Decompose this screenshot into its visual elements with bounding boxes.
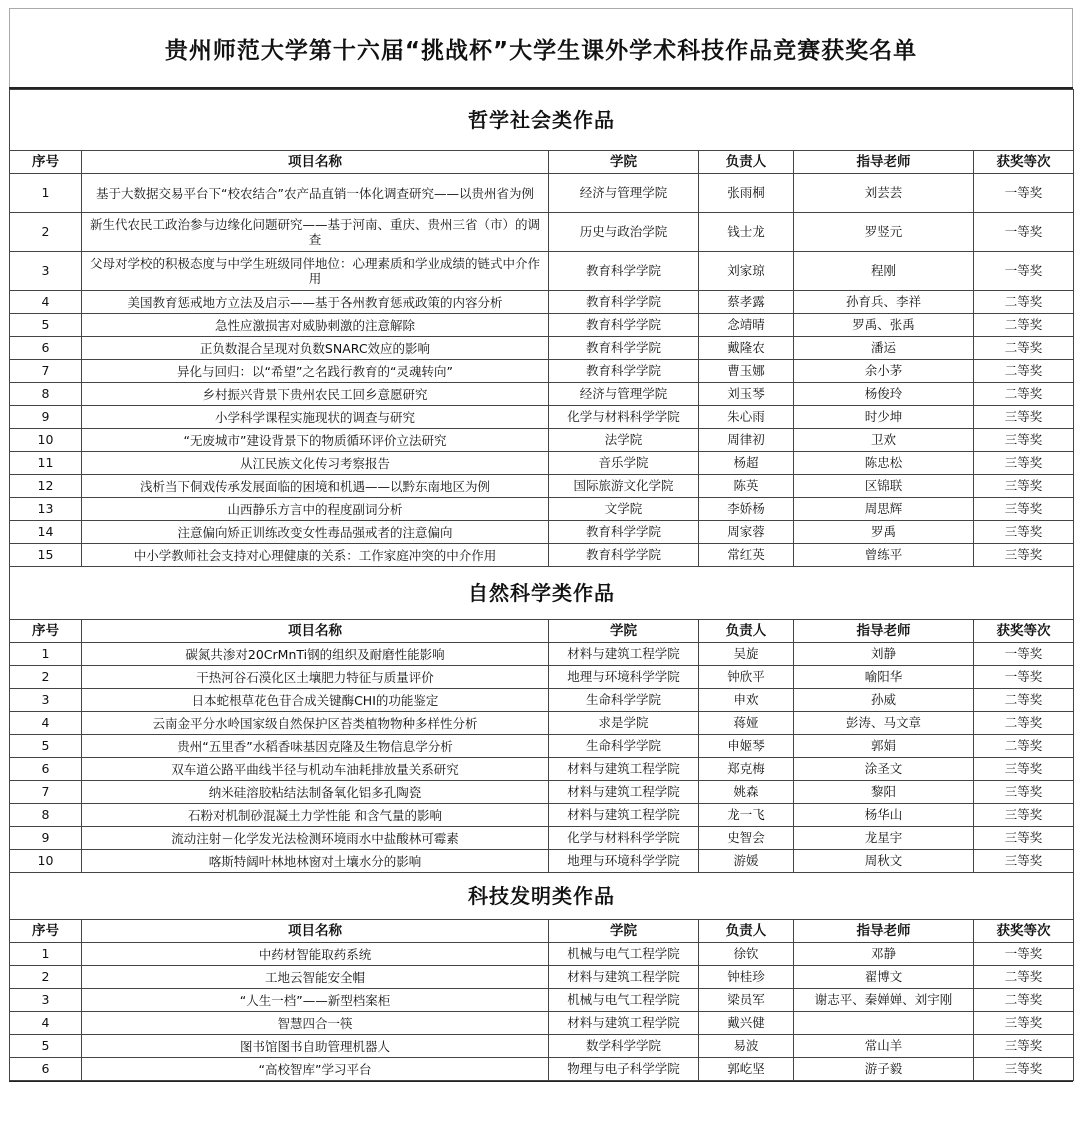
leader-name: 钟桂珍 xyxy=(699,966,794,989)
project-name: 智慧四合一筷 xyxy=(82,1012,549,1035)
college-name: 数学科学学院 xyxy=(549,1035,699,1058)
advisor-name: 罗禹 xyxy=(794,521,974,544)
table-row xyxy=(10,429,1074,452)
header-project-name: 项目名称 xyxy=(82,151,549,174)
row-number: 2 xyxy=(10,213,82,252)
table-row xyxy=(10,735,1074,758)
advisor-name: 刘芸芸 xyxy=(794,174,974,213)
header-award: 获奖等次 xyxy=(974,620,1074,643)
project-name: 云南金平分水岭国家级自然保护区苔类植物物种多样性分析 xyxy=(82,712,549,735)
leader-name: 李娇杨 xyxy=(699,498,794,521)
advisor-name: 陈忠松 xyxy=(794,452,974,475)
table-row xyxy=(10,827,1074,850)
header-project-name: 项目名称 xyxy=(82,620,549,643)
section-title-row xyxy=(10,567,1074,620)
row-number: 1 xyxy=(10,174,82,213)
row-number: 5 xyxy=(10,1035,82,1058)
table-header-row xyxy=(10,151,1074,174)
table-row xyxy=(10,712,1074,735)
project-name: 山西静乐方言中的程度副词分析 xyxy=(82,498,549,521)
table-row xyxy=(10,337,1074,360)
project-name: 基于大数据交易平台下“校农结合”农产品直销一体化调查研究——以贵州省为例 xyxy=(82,174,549,213)
college-name: 教育科学学院 xyxy=(549,291,699,314)
award-level: 三等奖 xyxy=(974,850,1074,873)
leader-name: 朱心雨 xyxy=(699,406,794,429)
project-name: 石粉对机制砂混凝土力学性能 和含气量的影响 xyxy=(82,804,549,827)
row-number: 11 xyxy=(10,452,82,475)
table-row xyxy=(10,781,1074,804)
leader-name: 姚森 xyxy=(699,781,794,804)
row-number: 2 xyxy=(10,666,82,689)
table-row xyxy=(10,689,1074,712)
college-name: 生命科学学院 xyxy=(549,689,699,712)
table-row xyxy=(10,360,1074,383)
project-name: “高校智库”学习平台 xyxy=(82,1058,549,1081)
table-row xyxy=(10,544,1074,567)
table-row xyxy=(10,213,1074,252)
college-name: 地理与环境科学学院 xyxy=(549,666,699,689)
advisor-name: 邓静 xyxy=(794,943,974,966)
header-number: 序号 xyxy=(10,620,82,643)
advisor-name: 刘静 xyxy=(794,643,974,666)
leader-name: 申欢 xyxy=(699,689,794,712)
award-level: 一等奖 xyxy=(974,213,1074,252)
project-name: 贵州“五里香”水稻香味基因克隆及生物信息学分析 xyxy=(82,735,549,758)
college-name: 音乐学院 xyxy=(549,452,699,475)
award-level: 三等奖 xyxy=(974,406,1074,429)
row-number: 10 xyxy=(10,429,82,452)
header-college: 学院 xyxy=(549,920,699,943)
advisor-name: 孙威 xyxy=(794,689,974,712)
college-name: 材料与建筑工程学院 xyxy=(549,758,699,781)
table-row xyxy=(10,1035,1074,1058)
project-name: 中药材智能取药系统 xyxy=(82,943,549,966)
leader-name: 钱士龙 xyxy=(699,213,794,252)
leader-name: 徐钦 xyxy=(699,943,794,966)
row-number: 10 xyxy=(10,850,82,873)
college-name: 法学院 xyxy=(549,429,699,452)
college-name: 历史与政治学院 xyxy=(549,213,699,252)
college-name: 机械与电气工程学院 xyxy=(549,943,699,966)
header-award: 获奖等次 xyxy=(974,920,1074,943)
row-number: 3 xyxy=(10,989,82,1012)
college-name: 经济与管理学院 xyxy=(549,383,699,406)
leader-name: 申姬琴 xyxy=(699,735,794,758)
header-advisor: 指导老师 xyxy=(794,620,974,643)
row-number: 5 xyxy=(10,735,82,758)
award-level: 二等奖 xyxy=(974,337,1074,360)
leader-name: 郭屹坚 xyxy=(699,1058,794,1081)
award-level: 二等奖 xyxy=(974,735,1074,758)
header-advisor: 指导老师 xyxy=(794,151,974,174)
header-leader: 负责人 xyxy=(699,151,794,174)
table-row xyxy=(10,383,1074,406)
college-name: 材料与建筑工程学院 xyxy=(549,643,699,666)
award-table xyxy=(9,89,1074,1081)
college-name: 经济与管理学院 xyxy=(549,174,699,213)
project-name: 中小学教师社会支持对心理健康的关系：工作家庭冲突的中介作用 xyxy=(82,544,549,567)
row-number: 4 xyxy=(10,291,82,314)
table-row xyxy=(10,1012,1074,1035)
leader-name: 游媛 xyxy=(699,850,794,873)
table-header-row xyxy=(10,620,1074,643)
college-name: 教育科学学院 xyxy=(549,360,699,383)
college-name: 生命科学学院 xyxy=(549,735,699,758)
project-name: 干热河谷石漠化区土壤肥力特征与质量评价 xyxy=(82,666,549,689)
award-level: 三等奖 xyxy=(974,1035,1074,1058)
college-name: 材料与建筑工程学院 xyxy=(549,966,699,989)
project-name: 浅析当下侗戏传承发展面临的困境和机遇——以黔东南地区为例 xyxy=(82,475,549,498)
advisor-name: 罗禹、张禹 xyxy=(794,314,974,337)
row-number: 2 xyxy=(10,966,82,989)
row-number: 6 xyxy=(10,1058,82,1081)
leader-name: 念靖晴 xyxy=(699,314,794,337)
header-number: 序号 xyxy=(10,151,82,174)
project-name: 从江民族文化传习考察报告 xyxy=(82,452,549,475)
project-name: 双车道公路平曲线半径与机动车油耗排放量关系研究 xyxy=(82,758,549,781)
row-number: 8 xyxy=(10,383,82,406)
section-title-row xyxy=(10,90,1074,151)
advisor-name: 游子毅 xyxy=(794,1058,974,1081)
college-name: 教育科学学院 xyxy=(549,337,699,360)
leader-name: 吴旋 xyxy=(699,643,794,666)
row-number: 3 xyxy=(10,252,82,291)
table-row xyxy=(10,252,1074,291)
section-title: 哲学社会类作品 xyxy=(10,90,1074,151)
table-row xyxy=(10,452,1074,475)
table-row xyxy=(10,291,1074,314)
leader-name: 张雨桐 xyxy=(699,174,794,213)
award-level: 二等奖 xyxy=(974,360,1074,383)
advisor-name: 余小茅 xyxy=(794,360,974,383)
row-number: 7 xyxy=(10,360,82,383)
award-level: 二等奖 xyxy=(974,966,1074,989)
table-row xyxy=(10,314,1074,337)
project-name: 图书馆图书自助管理机器人 xyxy=(82,1035,549,1058)
leader-name: 戴兴健 xyxy=(699,1012,794,1035)
row-number: 3 xyxy=(10,689,82,712)
project-name: 急性应激损害对威胁刺激的注意解除 xyxy=(82,314,549,337)
award-level: 三等奖 xyxy=(974,429,1074,452)
leader-name: 龙一飞 xyxy=(699,804,794,827)
row-number: 6 xyxy=(10,337,82,360)
college-name: 地理与环境科学学院 xyxy=(549,850,699,873)
award-level: 三等奖 xyxy=(974,781,1074,804)
advisor-name: 卫欢 xyxy=(794,429,974,452)
college-name: 材料与建筑工程学院 xyxy=(549,1012,699,1035)
project-name: 日本蛇根草花色苷合成关键酶CHI的功能鉴定 xyxy=(82,689,549,712)
advisor-name: 周思辉 xyxy=(794,498,974,521)
document-title: 贵州师范大学第十六届“挑战杯”大学生课外学术科技作品竞赛获奖名单 xyxy=(9,8,1073,87)
project-name: 乡村振兴背景下贵州农民工回乡意愿研究 xyxy=(82,383,549,406)
table-row xyxy=(10,989,1074,1012)
award-level: 一等奖 xyxy=(974,252,1074,291)
table-row xyxy=(10,498,1074,521)
award-level: 二等奖 xyxy=(974,314,1074,337)
advisor-name: 程刚 xyxy=(794,252,974,291)
award-level: 三等奖 xyxy=(974,758,1074,781)
leader-name: 常红英 xyxy=(699,544,794,567)
advisor-name: 涂圣文 xyxy=(794,758,974,781)
advisor-name: 曾练平 xyxy=(794,544,974,567)
leader-name: 刘家琼 xyxy=(699,252,794,291)
table-row xyxy=(10,850,1074,873)
section-title: 自然科学类作品 xyxy=(10,567,1074,620)
table-row xyxy=(10,643,1074,666)
project-name: 美国教育惩戒地方立法及启示——基于各州教育惩戒政策的内容分析 xyxy=(82,291,549,314)
leader-name: 曹玉娜 xyxy=(699,360,794,383)
project-name: 流动注射－化学发光法检测环境雨水中盐酸林可霉素 xyxy=(82,827,549,850)
award-level: 三等奖 xyxy=(974,452,1074,475)
row-number: 5 xyxy=(10,314,82,337)
header-advisor: 指导老师 xyxy=(794,920,974,943)
leader-name: 郑克梅 xyxy=(699,758,794,781)
advisor-name: 龙星宇 xyxy=(794,827,974,850)
table-row xyxy=(10,521,1074,544)
advisor-name: 常山羊 xyxy=(794,1035,974,1058)
leader-name: 蒋娅 xyxy=(699,712,794,735)
leader-name: 杨超 xyxy=(699,452,794,475)
advisor-name: 郭娟 xyxy=(794,735,974,758)
leader-name: 周家蓉 xyxy=(699,521,794,544)
header-number: 序号 xyxy=(10,920,82,943)
college-name: 文学院 xyxy=(549,498,699,521)
award-level: 二等奖 xyxy=(974,291,1074,314)
leader-name: 周律初 xyxy=(699,429,794,452)
project-name: “人生一档”——新型档案柜 xyxy=(82,989,549,1012)
row-number: 9 xyxy=(10,406,82,429)
project-name: “无废城市”建设背景下的物质循环评价立法研究 xyxy=(82,429,549,452)
advisor-name: 谢志平、秦婵婵、刘宇刚 xyxy=(794,989,974,1012)
college-name: 材料与建筑工程学院 xyxy=(549,804,699,827)
college-name: 教育科学学院 xyxy=(549,252,699,291)
award-table-wrapper xyxy=(9,87,1073,1082)
leader-name: 易波 xyxy=(699,1035,794,1058)
advisor-name: 杨俊玲 xyxy=(794,383,974,406)
row-number: 12 xyxy=(10,475,82,498)
college-name: 求是学院 xyxy=(549,712,699,735)
award-table-body xyxy=(10,90,1074,1081)
table-row xyxy=(10,475,1074,498)
header-leader: 负责人 xyxy=(699,620,794,643)
table-row xyxy=(10,758,1074,781)
award-level: 二等奖 xyxy=(974,689,1074,712)
award-level: 一等奖 xyxy=(974,643,1074,666)
row-number: 8 xyxy=(10,804,82,827)
row-number: 6 xyxy=(10,758,82,781)
project-name: 异化与回归：以“希望”之名践行教育的“灵魂转向” xyxy=(82,360,549,383)
award-level: 三等奖 xyxy=(974,498,1074,521)
advisor-name: 喻阳华 xyxy=(794,666,974,689)
advisor-name: 潘运 xyxy=(794,337,974,360)
award-level: 三等奖 xyxy=(974,827,1074,850)
project-name: 正负数混合呈现对负数SNARC效应的影响 xyxy=(82,337,549,360)
award-level: 三等奖 xyxy=(974,521,1074,544)
header-college: 学院 xyxy=(549,151,699,174)
project-name: 小学科学课程实施现状的调查与研究 xyxy=(82,406,549,429)
row-number: 9 xyxy=(10,827,82,850)
college-name: 机械与电气工程学院 xyxy=(549,989,699,1012)
award-level: 三等奖 xyxy=(974,475,1074,498)
leader-name: 蔡孝露 xyxy=(699,291,794,314)
advisor-name: 杨华山 xyxy=(794,804,974,827)
advisor-name: 周秋文 xyxy=(794,850,974,873)
table-row xyxy=(10,943,1074,966)
row-number: 4 xyxy=(10,1012,82,1035)
advisor-name: 彭涛、马文章 xyxy=(794,712,974,735)
project-name: 纳米硅溶胶粘结法制备氧化铝多孔陶瓷 xyxy=(82,781,549,804)
row-number: 14 xyxy=(10,521,82,544)
advisor-name: 时少坤 xyxy=(794,406,974,429)
award-level: 三等奖 xyxy=(974,1058,1074,1081)
college-name: 材料与建筑工程学院 xyxy=(549,781,699,804)
award-level: 一等奖 xyxy=(974,943,1074,966)
header-leader: 负责人 xyxy=(699,920,794,943)
advisor-name: 翟博文 xyxy=(794,966,974,989)
advisor-name: 罗竖元 xyxy=(794,213,974,252)
award-level: 一等奖 xyxy=(974,666,1074,689)
table-row xyxy=(10,174,1074,213)
leader-name: 史智会 xyxy=(699,827,794,850)
row-number: 15 xyxy=(10,544,82,567)
project-name: 喀斯特阔叶林地林窗对土壤水分的影响 xyxy=(82,850,549,873)
project-name: 注意偏向矫正训练改变女性毒品强戒者的注意偏向 xyxy=(82,521,549,544)
advisor-name: 区锦联 xyxy=(794,475,974,498)
project-name: 工地云智能安全帽 xyxy=(82,966,549,989)
award-level: 二等奖 xyxy=(974,989,1074,1012)
header-project-name: 项目名称 xyxy=(82,920,549,943)
table-row xyxy=(10,966,1074,989)
section-title-row xyxy=(10,873,1074,920)
project-name: 新生代农民工政治参与边缘化问题研究——基于河南、重庆、贵州三省（市）的调查 xyxy=(82,213,549,252)
award-level: 二等奖 xyxy=(974,383,1074,406)
college-name: 教育科学学院 xyxy=(549,314,699,337)
row-number: 4 xyxy=(10,712,82,735)
leader-name: 刘玉琴 xyxy=(699,383,794,406)
leader-name: 戴隆农 xyxy=(699,337,794,360)
project-name: 父母对学校的积极态度与中学生班级同伴地位：心理素质和学业成绩的链式中介作用 xyxy=(82,252,549,291)
section-title: 科技发明类作品 xyxy=(10,873,1074,920)
advisor-name: 孙育兵、李祥 xyxy=(794,291,974,314)
table-row xyxy=(10,804,1074,827)
table-row xyxy=(10,1058,1074,1081)
award-level: 一等奖 xyxy=(974,174,1074,213)
award-level: 三等奖 xyxy=(974,804,1074,827)
college-name: 化学与材料科学学院 xyxy=(549,827,699,850)
award-list-document xyxy=(9,8,1073,1082)
row-number: 13 xyxy=(10,498,82,521)
advisor-name: 黎阳 xyxy=(794,781,974,804)
row-number: 1 xyxy=(10,943,82,966)
table-row xyxy=(10,666,1074,689)
header-college: 学院 xyxy=(549,620,699,643)
award-level: 三等奖 xyxy=(974,544,1074,567)
leader-name: 钟欣平 xyxy=(699,666,794,689)
table-row xyxy=(10,406,1074,429)
college-name: 国际旅游文化学院 xyxy=(549,475,699,498)
college-name: 教育科学学院 xyxy=(549,521,699,544)
project-name: 碳氮共渗对20CrMnTi钢的组织及耐磨性能影响 xyxy=(82,643,549,666)
college-name: 化学与材料科学学院 xyxy=(549,406,699,429)
table-header-row xyxy=(10,920,1074,943)
college-name: 教育科学学院 xyxy=(549,544,699,567)
row-number: 1 xyxy=(10,643,82,666)
leader-name: 梁员军 xyxy=(699,989,794,1012)
leader-name: 陈英 xyxy=(699,475,794,498)
college-name: 物理与电子科学学院 xyxy=(549,1058,699,1081)
advisor-name xyxy=(794,1012,974,1035)
header-award: 获奖等次 xyxy=(974,151,1074,174)
award-level: 三等奖 xyxy=(974,1012,1074,1035)
row-number: 7 xyxy=(10,781,82,804)
award-level: 二等奖 xyxy=(974,712,1074,735)
